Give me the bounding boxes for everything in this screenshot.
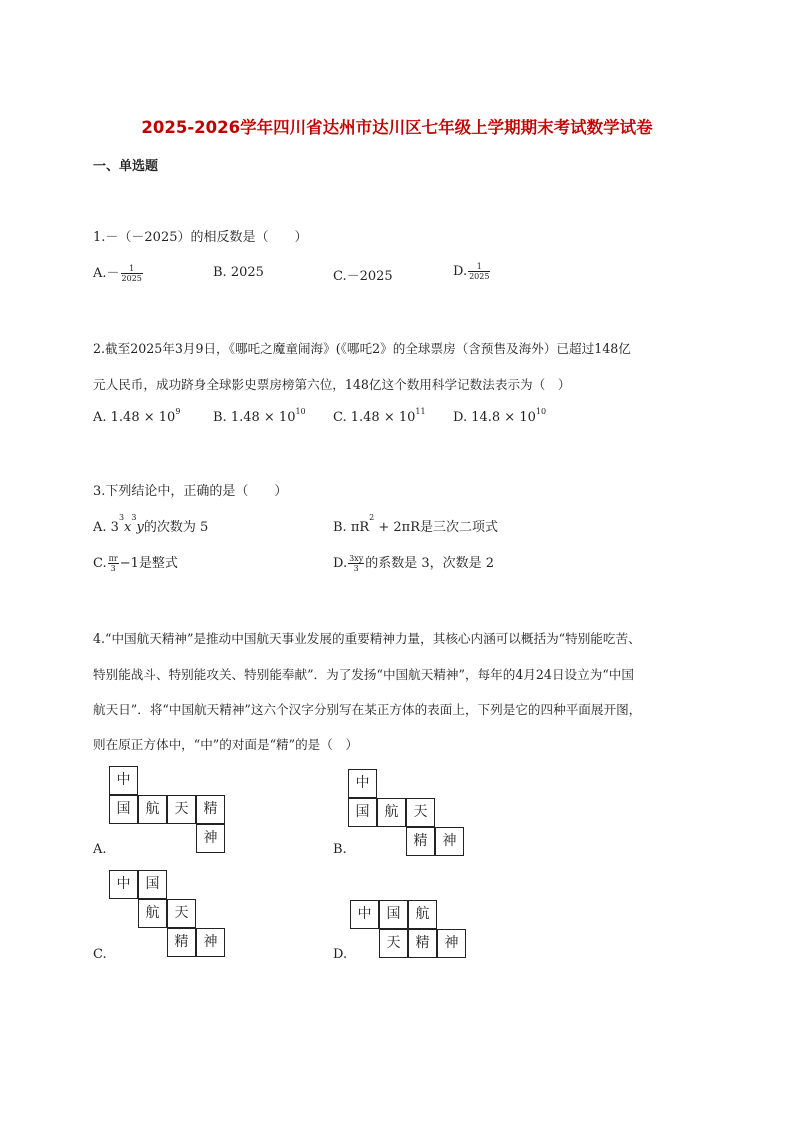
section-heading: 一、单选题	[93, 159, 159, 174]
q3-option-d	[333, 552, 494, 573]
q3-c-fraction	[108, 554, 119, 573]
q2-a-exp: 9	[175, 407, 181, 416]
net-d-cell-guo: 国	[379, 900, 408, 929]
net-c-cell-shen: 神	[196, 928, 225, 957]
net-d-cell-shen: 神	[437, 929, 466, 958]
q1-d-fraction	[468, 262, 490, 281]
q2-stem-line1: 2.截至2025年3月9日，《哪吒之魔童闹海》(《哪吒2》的全球票房（含预售及海外）已超过148亿	[93, 341, 631, 356]
q1-d-den: 2025	[469, 272, 490, 281]
q4-option-c-label: C.	[93, 947, 107, 962]
q3-option-a	[93, 513, 209, 535]
q4-option-a-label: A.	[93, 842, 107, 857]
q3-c-prefix: C.	[93, 556, 107, 571]
net-b-cell-zhong: 中	[348, 769, 377, 798]
q1-option-b: B. 2025	[213, 265, 264, 280]
q1-option-d	[453, 262, 491, 281]
q3-b-suffix: + 2πR是三次二项式	[374, 520, 499, 535]
q1-option-c: C.－2025	[333, 269, 393, 284]
net-b-cell-jing: 精	[406, 827, 435, 856]
q1-a-num: 1	[121, 264, 143, 274]
q3-c-suffix: −1是整式	[119, 556, 178, 571]
net-d-cell-tian: 天	[379, 929, 408, 958]
q3-d-fraction	[348, 554, 364, 573]
q4-stem-line4: 则在原正方体中，“中”的对面是“精”的是（ ）	[93, 737, 359, 752]
q1-a-den: 2025	[121, 274, 142, 283]
q3-d-prefix: D.	[333, 556, 348, 571]
net-b-cell-hang: 航	[377, 798, 406, 827]
q2-b-exp: 10	[295, 407, 306, 416]
q3-a-y: y	[136, 520, 144, 535]
q3-b-exp: 2	[369, 513, 375, 522]
net-c-cell-zhong: 中	[109, 870, 138, 899]
net-c-cell-guo: 国	[138, 870, 167, 899]
net-b-cell-tian: 天	[406, 798, 435, 827]
net-c-cell-jing: 精	[167, 928, 196, 957]
q3-b-prefix: B. πR	[333, 520, 370, 535]
net-a-cell-shen: 神	[196, 824, 225, 853]
net-d-cell-jing: 精	[408, 929, 437, 958]
q1-d-prefix: D.	[453, 264, 468, 279]
q4-option-d-label: D.	[333, 947, 348, 962]
q2-option-c	[333, 407, 426, 425]
q4-stem-line1: 4.“中国航天精神”是推动中国航天事业发展的重要精神力量，其核心内涵可以概括为“特别能吃苦、	[93, 631, 641, 646]
q3-a-suffix: 的次数为 5	[143, 520, 209, 535]
net-c-cell-tian: 天	[167, 899, 196, 928]
q2-d-base: D. 14.8 × 10	[453, 410, 536, 425]
q1-d-num: 1	[468, 262, 490, 272]
net-a-cell-zhong: 中	[109, 766, 138, 795]
q3-c-num: πr	[108, 554, 118, 563]
q3-option-b	[333, 513, 499, 535]
q2-d-exp: 10	[535, 407, 547, 416]
net-c-cell-hang: 航	[138, 899, 167, 928]
net-a-cell-tian: 天	[167, 795, 196, 824]
q3-d-num: 3xy	[349, 554, 364, 563]
net-b-cell-guo: 国	[348, 798, 377, 827]
net-b-cell-shen: 神	[435, 827, 464, 856]
net-d-cell-zhong: 中	[350, 900, 379, 929]
q2-b-base: B. 1.48 × 10	[213, 410, 296, 425]
net-a-cell-hang: 航	[138, 795, 167, 824]
q3-c-den: 3	[110, 564, 116, 573]
q4-stem-line3: 航天日”．将“中国航天精神”这六个汉字分别写在某正方体的表面上，下列是它的四种平面展开图，	[93, 702, 642, 717]
q1-stem: 1.－（－2025）的相反数是（ ）	[93, 230, 308, 245]
q3-d-suffix: 的系数是 3，次数是 2	[365, 556, 495, 571]
q1-a-fraction	[121, 264, 143, 283]
page-title: 2025-2026学年四川省达州市达川区七年级上学期期末考试数学试卷	[141, 118, 653, 137]
q2-option-d	[453, 407, 547, 425]
q4-stem-line2: 特别能战斗、特别能攻关、特别能奉献”．为了发扬“中国航天精神”，每年的4月24日设立为“中国	[93, 667, 634, 682]
q3-option-c	[93, 552, 178, 573]
q3-d-den: 3	[353, 564, 359, 573]
q3-a-exp1: 3	[118, 513, 125, 522]
net-a-cell-guo: 国	[109, 795, 138, 824]
net-a-cell-jing: 精	[196, 795, 225, 824]
q2-option-b	[213, 407, 306, 425]
q2-stem-line2: 元人民币，成功跻身全球影史票房榜第六位，148亿这个数用科学记数法表示为（ ）	[93, 377, 571, 392]
q3-a-prefix: A. 3	[93, 520, 119, 535]
q2-option-a	[93, 407, 181, 425]
q3-stem: 3.下列结论中，正确的是（ ）	[93, 484, 288, 499]
q3-a-exp2: 3	[131, 513, 137, 522]
q1-option-a	[93, 262, 144, 283]
q2-a-base: A. 1.48 × 10	[93, 410, 176, 425]
q4-option-b-label: B.	[333, 842, 347, 857]
q3-a-x: x	[124, 520, 132, 535]
q1-a-prefix: A.－	[93, 266, 120, 281]
q2-c-base: C. 1.48 × 10	[333, 410, 416, 425]
q2-c-exp: 11	[415, 407, 426, 416]
net-d-cell-hang: 航	[408, 900, 437, 929]
